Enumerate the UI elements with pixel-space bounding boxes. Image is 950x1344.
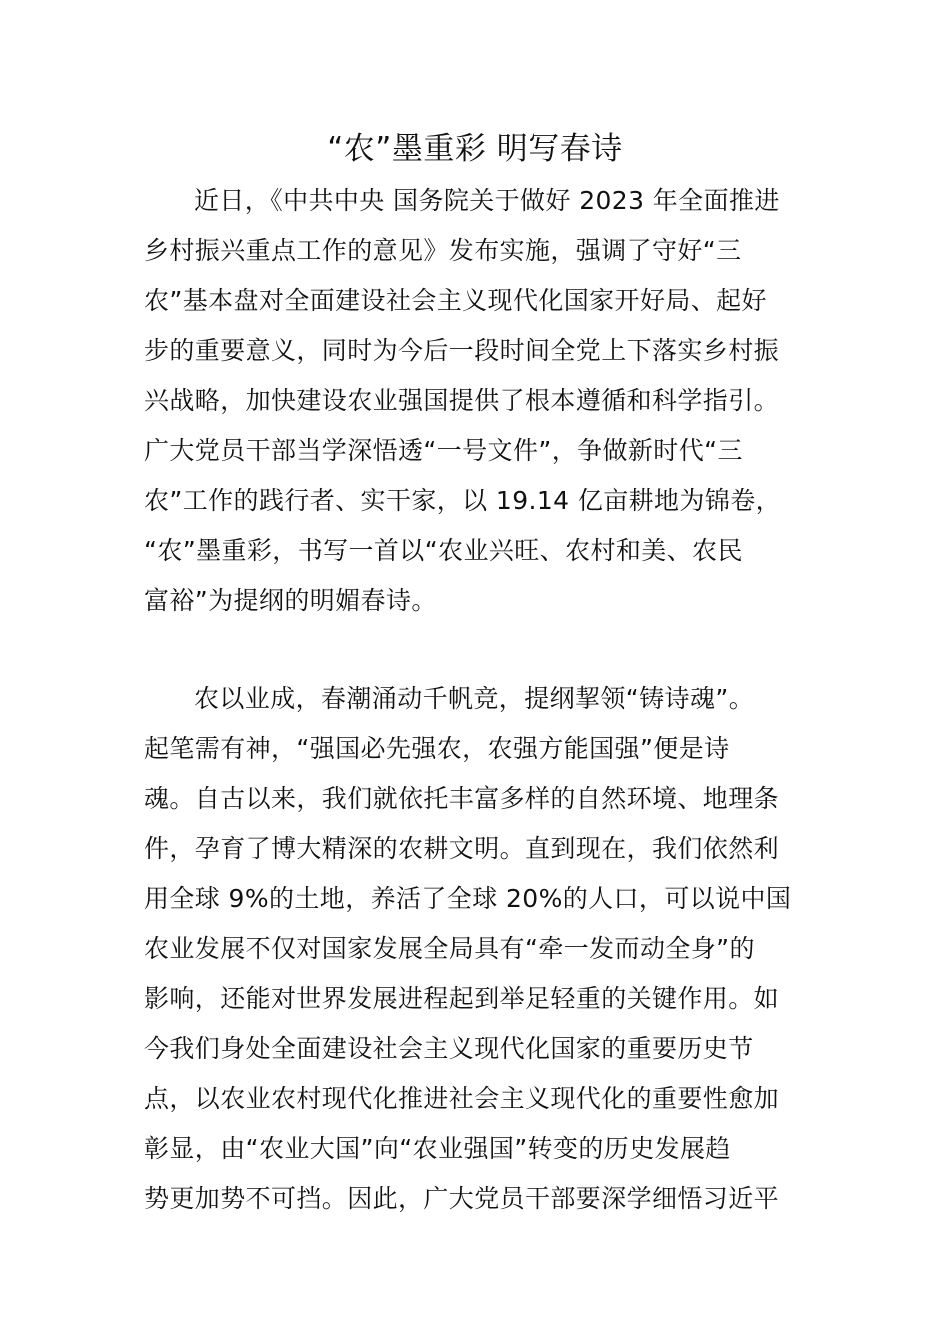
paragraph-line: 势更加势不可挡。因此，广大党员干部要深学细悟习近平 xyxy=(144,1184,780,1213)
paragraph-line: 件，孕育了博大精深的农耕文明。直到现在，我们依然利 xyxy=(144,834,780,863)
paragraph-line: 点，以农业农村现代化推进社会主义现代化的重要性愈加 xyxy=(144,1084,780,1113)
paragraph-2-text xyxy=(144,674,809,1224)
paragraph-line: 农”基本盘对全面建设社会主义现代化国家开好局、起好 xyxy=(144,286,767,315)
paragraph-line: 起笔需有神，“强国必先强农，农强方能国强”便是诗 xyxy=(144,734,730,763)
paragraph-1 xyxy=(144,176,809,626)
paragraph-line: 影响，还能对世界发展进程起到举足轻重的关键作用。如 xyxy=(144,984,780,1013)
paragraph-line: 广大党员干部当学深悟透“一号文件”，争做新时代“三 xyxy=(144,436,743,465)
paragraph-line: 近日，《中共中央 国务院关于做好 2023 年全面推进 xyxy=(194,186,780,215)
paragraph-line: 步的重要意义，同时为今后一段时间全党上下落实乡村振 xyxy=(144,336,780,365)
paragraph-line: 农”工作的践行者、实干家，以 19.14 亿亩耕地为锦卷， xyxy=(144,486,782,515)
paragraph-line: 今我们身处全面建设社会主义现代化国家的重要历史节 xyxy=(144,1034,754,1063)
paragraph-line: 富裕”为提纲的明媚春诗。 xyxy=(144,586,437,615)
paragraph-2 xyxy=(144,674,809,1224)
paragraph-line: 魂。自古以来，我们就依托丰富多样的自然环境、地理条 xyxy=(144,784,780,813)
paragraph-line: 农以业成，春潮涌动千帆竞，提纲挈领“铸诗魂”。 xyxy=(194,684,755,713)
paragraph-line: “农”墨重彩，书写一首以“农业兴旺、农村和美、农民 xyxy=(144,536,743,565)
paragraph-line: 用全球 9%的土地，养活了全球 20%的人口，可以说中国 xyxy=(144,884,792,913)
paragraph-line: 兴战略，加快建设农业强国提供了根本遵循和科学指引。 xyxy=(144,386,780,415)
document-title: “农”墨重彩 明写春诗 xyxy=(327,131,623,167)
paragraph-line: 乡村振兴重点工作的意见》发布实施，强调了守好“三 xyxy=(144,236,742,265)
paragraph-1-text xyxy=(144,176,809,626)
paragraph-line: 彰显，由“农业大国”向“农业强国”转变的历史发展趋 xyxy=(144,1134,731,1163)
paragraph-line: 农业发展不仅对国家发展全局具有“牵一发而动全身”的 xyxy=(144,934,755,963)
